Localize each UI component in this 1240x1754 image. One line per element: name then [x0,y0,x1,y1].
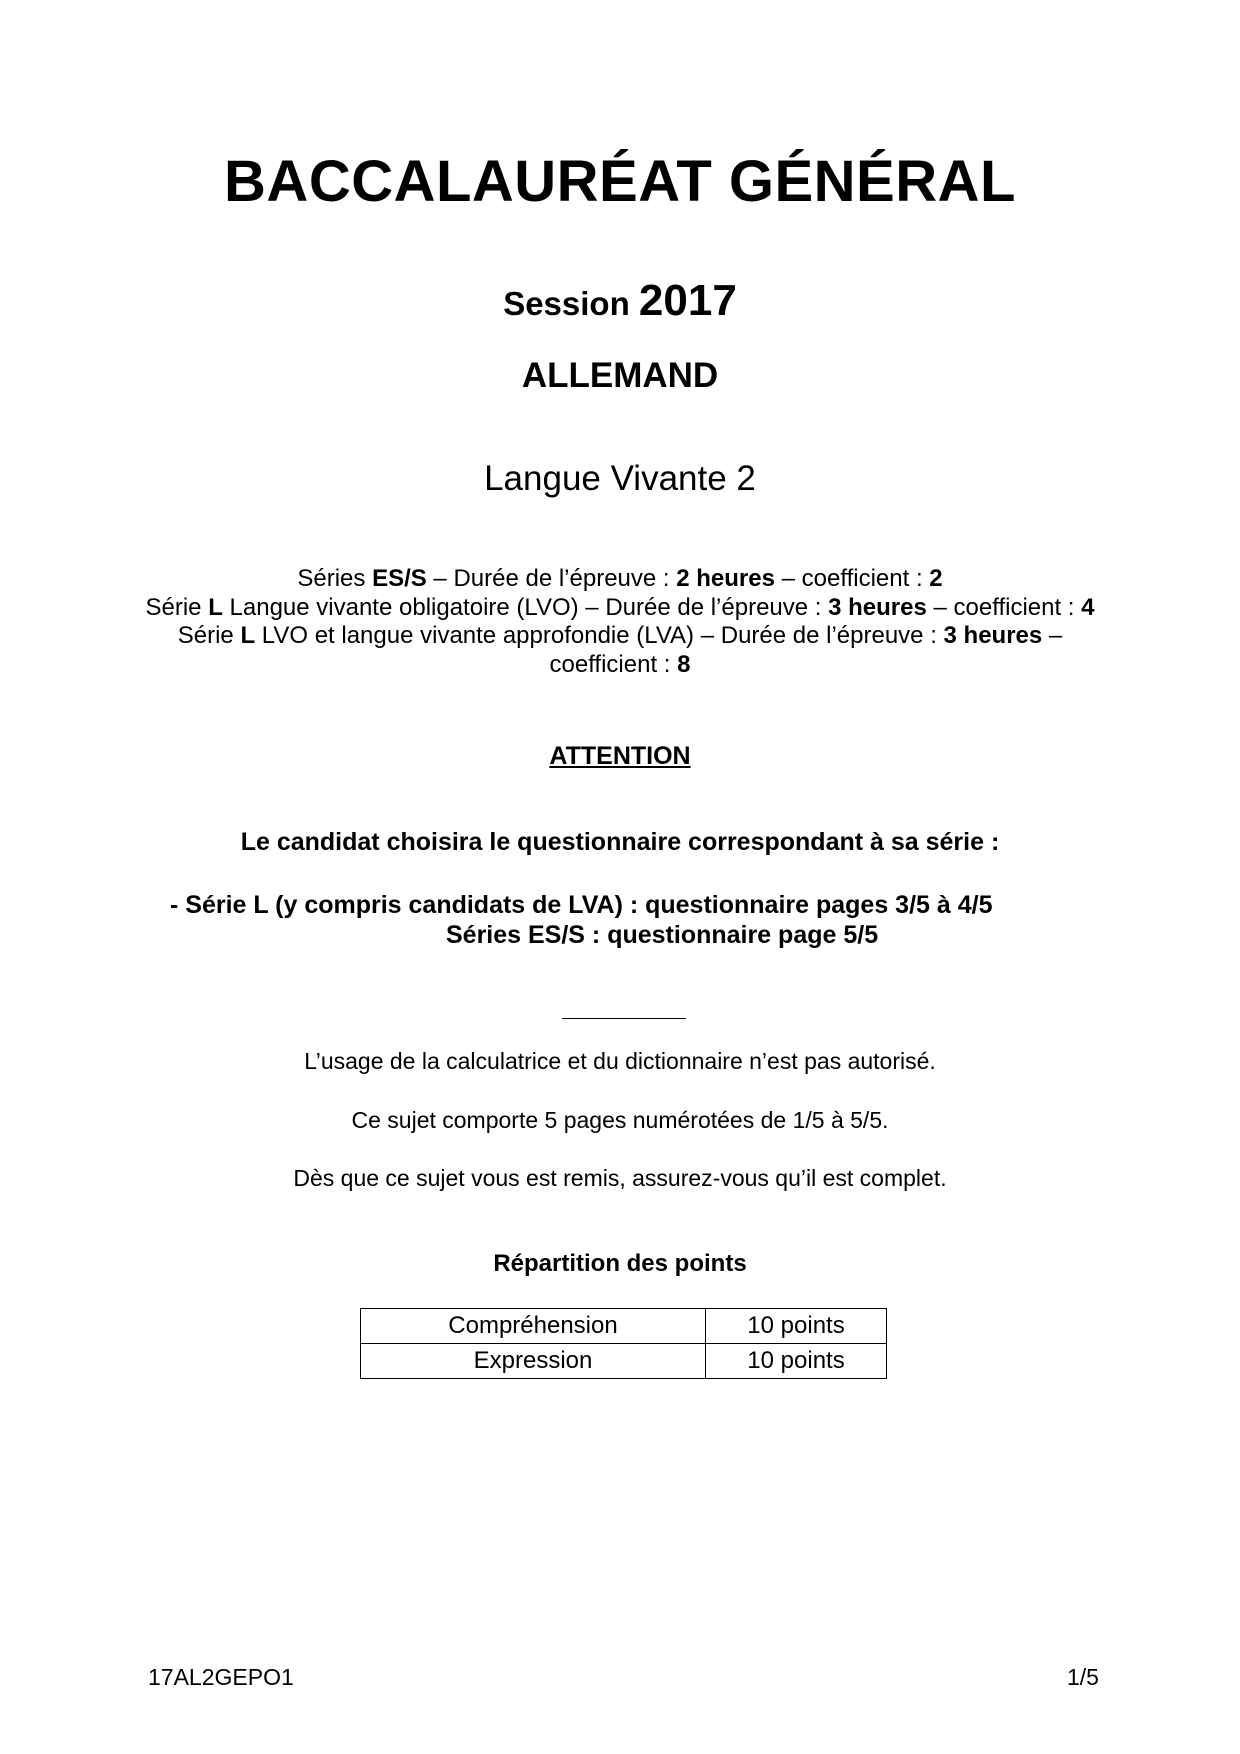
footer-code: 17AL2GEPO1 [148,1664,294,1690]
table-cell-label: Expression [361,1344,706,1379]
note-complete: Dès que ce sujet vous est remis, assurez-vous qu’il est complet. [293,1165,947,1191]
page-title: BACCALAURÉAT GÉNÉRAL [224,149,1016,214]
session-year: 2017 [638,276,737,325]
repartition-title: Répartition des points [493,1250,747,1277]
table-row [361,1344,887,1379]
session-label: Session [503,285,630,322]
series-line-l-lvo: Série L Langue vivante obligatoire (LVO) – Durée de l’épreuve : 3 heures – coefficient : 4 [145,593,1095,621]
session-line [0,276,1240,326]
points-table [360,1308,887,1379]
divider-line [562,1018,686,1019]
table-cell-label: Compréhension [361,1309,706,1344]
note-pages: Ce sujet comporte 5 pages numérotées de 1/5 à 5/5. [351,1107,889,1133]
serie-es-instruction: Séries ES/S : questionnaire page 5/5 [446,921,879,949]
series-line-es-s: Séries ES/S – Durée de l’épreuve : 2 heures – coefficient : 2 [297,565,943,592]
attention-heading: ATTENTION [549,742,691,770]
series-line-l-lva: Série L LVO et langue vivante approfondie (LVA) – Durée de l’épreuve : 3 heures – [177,622,1063,649]
instruction-text: Le candidat choisira le questionnaire correspondant à sa série : [240,828,1000,856]
series-line-l-lva-coef: coefficient : 8 [549,650,691,678]
table-cell-points: 10 points [706,1309,887,1344]
table-row [361,1309,887,1344]
note-calculator: L’usage de la calculatrice et du dictionnaire n’est pas autorisé. [304,1048,936,1074]
serie-l-instruction: - Série L (y compris candidats de LVA) : questionnaire pages 3/5 à 4/5 [170,891,993,919]
language-level: Langue Vivante 2 [484,459,756,498]
footer-page-number: 1/5 [1067,1664,1099,1690]
subject-heading: ALLEMAND [521,356,719,395]
series-durations [0,565,1240,679]
table-cell-points: 10 points [706,1344,887,1379]
